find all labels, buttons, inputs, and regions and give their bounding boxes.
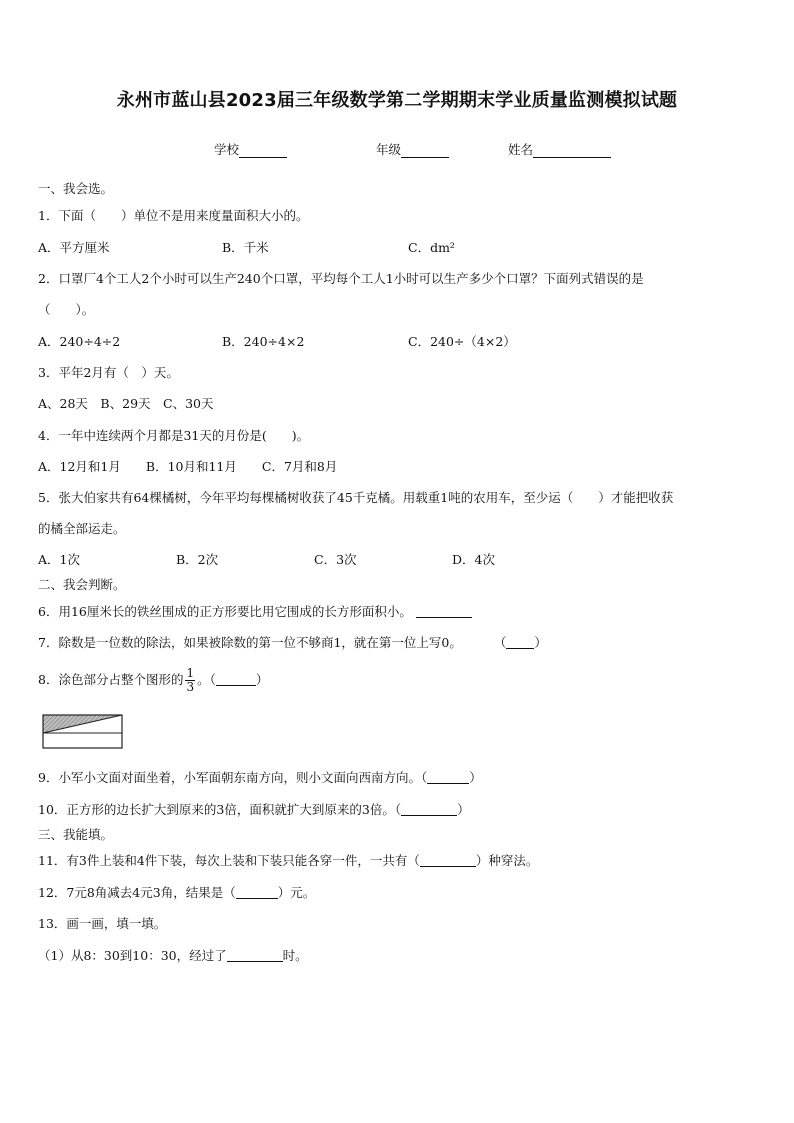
school-field — [214, 140, 287, 158]
q2-option-c[interactable]: C．240÷（4×2） — [408, 334, 516, 349]
question-6-stem: 6．用16厘米长的铁丝围成的正方形要比用它围成的长方形面积小。 — [38, 604, 412, 619]
school-blank[interactable] — [239, 145, 287, 158]
q9-paren-close: ） — [469, 770, 482, 785]
question-8 — [38, 667, 268, 694]
q6-answer-blank[interactable] — [416, 605, 472, 618]
question-9-stem: 9．小军小文面对面坐着，小军面朝东南方向，则小文面向西南方向。（ — [38, 770, 428, 785]
question-9 — [38, 770, 482, 786]
q9-answer-blank[interactable] — [427, 771, 469, 784]
q1-option-c[interactable]: C．dm² — [408, 240, 455, 255]
name-label: 姓名 — [508, 142, 534, 157]
q12-suffix: ）元。 — [277, 885, 316, 900]
name-blank[interactable] — [533, 145, 611, 158]
q12-answer-blank[interactable] — [236, 886, 278, 899]
section-heading-judge: 二、我会判断。 — [38, 577, 126, 592]
question-8-stem: 8．涂色部分占整个图形的 — [38, 672, 184, 687]
question-13-sub1 — [38, 948, 308, 964]
question-5-stem: 5．张大伯家共有64棵橘树，今年平均每棵橘树收获了45千克橘。用载重1吨的农用车，至少运（ ）才能把收获 — [38, 490, 674, 505]
name-field — [508, 140, 611, 158]
q5-option-b[interactable]: B．2次 — [176, 552, 219, 567]
q11-suffix: ）种穿法。 — [475, 853, 539, 868]
q13-sub1-answer-blank[interactable] — [227, 949, 283, 962]
q2-option-a[interactable]: A．240÷4÷2 — [38, 334, 121, 349]
question-10-stem: 10．正方形的边长扩大到原来的3倍，面积就扩大到原来的3倍。（ — [38, 802, 402, 817]
question-2-stem: 2．口罩厂4个工人2个小时可以生产240个口罩，平均每个工人1小时可以生产多少个口罩？下面列式错误的是 — [38, 271, 644, 286]
question-12 — [38, 885, 315, 901]
q7-answer-blank[interactable] — [506, 636, 534, 649]
question-11 — [38, 853, 538, 869]
question-13-stem: 13．画一画，填一填。 — [38, 916, 167, 931]
q13-sub1-suffix: 时。 — [282, 948, 308, 963]
q1-option-a[interactable]: A．平方厘米 — [38, 240, 110, 255]
q5-option-a[interactable]: A．1次 — [38, 552, 80, 567]
q8-answer-blank[interactable] — [216, 673, 256, 686]
section-heading-choose: 一、我会选。 — [38, 181, 114, 196]
shaded-rectangle-figure — [42, 714, 124, 750]
grade-field — [376, 140, 449, 158]
school-label: 学校 — [214, 142, 240, 157]
question-2-stem-cont: （ ）。 — [38, 302, 95, 317]
section-heading-fill: 三、我能填。 — [38, 827, 114, 842]
question-1-stem: 1．下面（ ）单位不是用来度量面积大小的。 — [38, 208, 309, 223]
question-7-stem: 7．除数是一位数的除法，如果被除数的第一位不够商1，就在第一位上写0。 — [38, 635, 462, 650]
fraction-one-third — [185, 667, 195, 694]
question-3-stem: 3．平年2月有（ ）天。 — [38, 365, 179, 380]
question-12-stem: 12．7元8角减去4元3角，结果是（ — [38, 885, 236, 900]
q3-options[interactable]: A、28天 B、29天 C、30天 — [38, 396, 214, 411]
question-4-stem: 4．一年中连续两个月都是31天的月份是( )。 — [38, 428, 310, 443]
q7-paren-close: ） — [534, 635, 547, 650]
question-10 — [38, 802, 470, 818]
page-title: 永州市蓝山县2023届三年级数学第二学期期末学业质量监测模拟试题 — [116, 90, 678, 111]
q8-paren-open: 。（ — [197, 672, 216, 687]
question-6 — [38, 604, 472, 620]
fraction-denominator: 3 — [186, 680, 195, 694]
q5-option-d[interactable]: D．4次 — [452, 552, 495, 567]
q8-paren-close: ） — [255, 672, 269, 687]
q10-paren-close: ） — [457, 802, 470, 817]
fraction-numerator: 1 — [186, 666, 195, 680]
grade-blank[interactable] — [401, 145, 449, 158]
q4-options[interactable]: A．12月和1月 B．10月和11月 C．7月和8月 — [38, 459, 338, 474]
question-13-sub1-stem: （1）从8：30到10：30，经过了 — [38, 948, 227, 963]
q10-answer-blank[interactable] — [401, 803, 457, 816]
question-7 — [38, 635, 547, 651]
q1-option-b[interactable]: B．千米 — [222, 240, 269, 255]
q11-answer-blank[interactable] — [420, 854, 476, 867]
q2-option-b[interactable]: B．240÷4×2 — [222, 334, 305, 349]
question-11-stem: 11．有3件上装和4件下装，每次上装和下装只能各穿一件，一共有（ — [38, 853, 420, 868]
q5-option-c[interactable]: C．3次 — [314, 552, 357, 567]
question-5-stem-cont: 的橘全部运走。 — [38, 521, 126, 536]
q7-paren-open: （ — [493, 635, 507, 650]
grade-label: 年级 — [376, 142, 402, 157]
